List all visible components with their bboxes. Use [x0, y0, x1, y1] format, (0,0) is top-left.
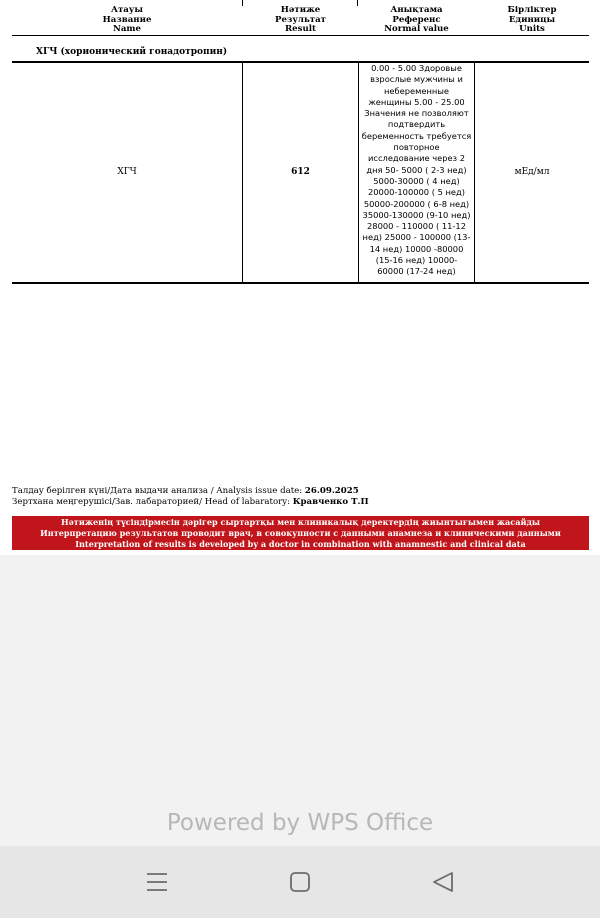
issue-date-label: Талдау берілген күні/Дата выдачи анализа / Analysis issue date:	[12, 486, 305, 496]
issue-date-value: 26.09.2025	[304, 486, 359, 496]
lab-head-label: Зертхана меңгерушісі/Зав. лабараторией/ Head of labaratory:	[12, 497, 293, 507]
lab-head-value: Кравченко Т.П	[292, 497, 369, 507]
header-line: Единицы	[508, 14, 556, 25]
reference-line: 0.00 - 5.00 Здоровые	[371, 63, 462, 73]
header-line: Название	[102, 14, 152, 25]
test-units: мЕд/мл	[514, 167, 550, 177]
reference-line: 35000-130000 (9-10 нед)	[362, 209, 471, 220]
section-title: ХГЧ (хорионический гонадотропин)	[36, 47, 228, 57]
interpretation-banner	[12, 516, 589, 550]
header-units	[475, 6, 589, 36]
header-line: Result	[285, 24, 316, 35]
header-line: Normal value	[384, 24, 449, 35]
header-line: Name	[113, 24, 141, 35]
row-border-bottom	[12, 282, 589, 284]
header-result	[243, 6, 358, 36]
reference-line: 50000-200000 ( 6-8 нед)	[363, 198, 470, 209]
menu-icon[interactable]	[145, 870, 169, 894]
header-reference	[359, 6, 474, 36]
header-line: Атауы	[110, 5, 143, 15]
reference-line: подтвердить	[387, 119, 446, 130]
test-name: ХГЧ	[117, 167, 137, 177]
reference-line: беременность требуется	[361, 130, 472, 141]
reference-line: 20000-100000 ( 5 нед)	[368, 187, 465, 198]
reference-line: дня 50- 5000 ( 2-3 нед)	[366, 164, 467, 175]
reference-line: 5000-30000 ( 4 нед)	[373, 175, 460, 186]
banner-line: Нәтиженің түсіндірмесін дәрігер сыртартқы мен клиникалық деректердің жиынтығымен жасайды	[61, 517, 540, 527]
header-line: Units	[519, 24, 545, 35]
reference-line: 60000 (17-24 нед)	[377, 266, 456, 277]
home-icon[interactable]	[288, 870, 312, 894]
header-divider	[12, 35, 589, 36]
reference-line: женщины 5.00 - 25.00	[368, 96, 465, 107]
powered-by-watermark: Powered by WPS Office	[166, 810, 434, 836]
header-line: Результат	[274, 14, 327, 25]
reference-line: Значения не позволяют	[364, 108, 469, 119]
issue-info	[12, 486, 369, 508]
reference-line: (15-16 нед) 10000-	[375, 255, 458, 266]
reference-line: исследование через 2	[368, 153, 465, 164]
reference-line: небеременные	[384, 85, 449, 96]
header-line: Бірліктер	[507, 5, 557, 15]
header-line: Нәтиже	[280, 5, 321, 15]
issue-date-line	[12, 486, 369, 497]
lab-head-line	[12, 497, 369, 508]
header-line: Анықтама	[390, 5, 443, 15]
back-icon[interactable]	[431, 870, 455, 894]
reference-line: повторное	[393, 142, 440, 153]
system-navigation-bar	[0, 846, 600, 918]
reference-range	[359, 63, 474, 281]
banner-line: Интерпретацию результатов проводит врач, в совокупности с данными анамнеза и клиническими данными	[40, 528, 561, 538]
reference-line: взрослые мужчины и	[370, 74, 463, 85]
reference-line: 14 нед) 10000 -80000	[369, 243, 464, 254]
reference-line: нед) 25000 - 100000 (13-	[362, 232, 471, 243]
header-line: Референс	[392, 14, 441, 25]
banner-line: Interpretation of results is developed by a doctor in combination with anamnestic and clinical data	[75, 539, 526, 549]
header-name	[12, 6, 242, 36]
test-result: 612	[291, 167, 310, 177]
reference-line: 28000 - 110000 ( 11-12	[367, 221, 466, 232]
